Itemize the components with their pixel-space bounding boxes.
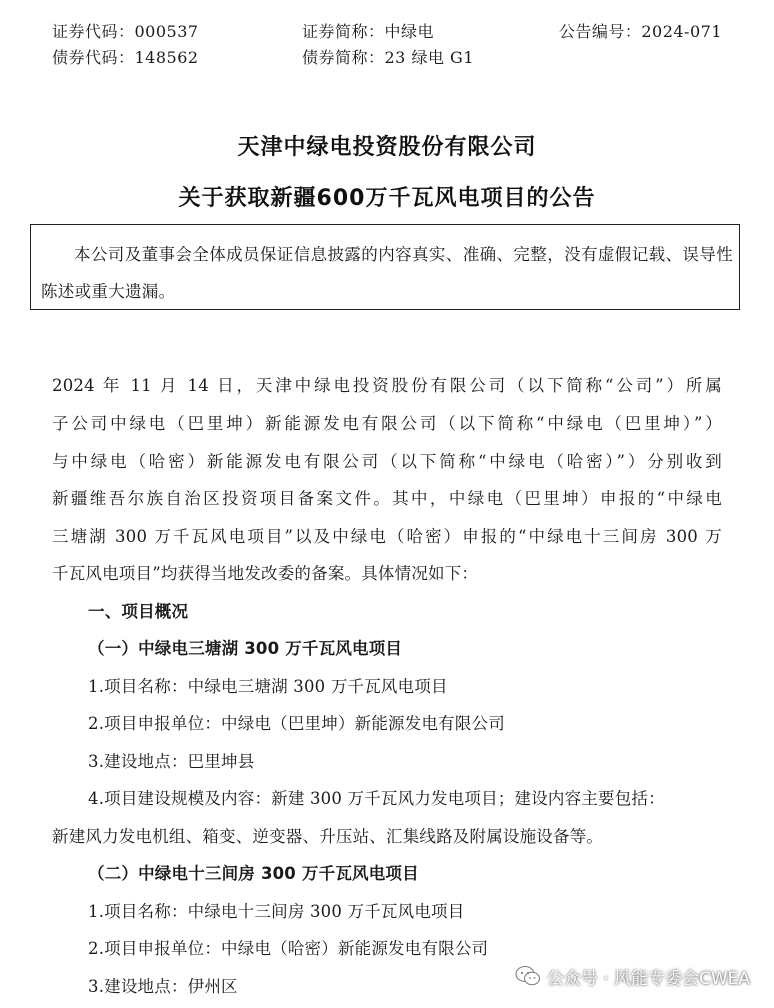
header-row-2	[52, 44, 722, 72]
project1-scale-line-1: 4.项目建设规模及内容：新建 300 万千瓦风力发电项目；建设内容主要包括：	[88, 789, 665, 808]
project2-applicant: 2.项目申报单位：中绿电（哈密）新能源发电有限公司	[88, 939, 489, 958]
project1-scale-line-2: 新建风力发电机组、箱变、逆变器、升压站、汇集线路及附属设施设备等。	[52, 827, 604, 846]
bond-code: 债券代码：148562	[52, 48, 199, 67]
stock-code: 证券代码：000537	[52, 22, 199, 41]
para1-line-3: 与中绿电（哈密）新能源发电有限公司（以下简称“中绿电（哈密）”）分别收到	[52, 452, 722, 471]
watermark	[515, 962, 750, 990]
bond-name: 债券简称：23 绿电 G1	[302, 48, 474, 67]
subsection-heading-1: （一）中绿电三塘湖 300 万千瓦风电项目	[88, 639, 403, 658]
wechat-icon	[515, 965, 541, 987]
subsection-heading-2: （二）中绿电十三间房 300 万千瓦风电项目	[88, 864, 419, 883]
announcement-title: 关于获取新疆600万千瓦风电项目的公告	[178, 186, 596, 211]
project2-location: 3.建设地点：伊州区	[88, 977, 238, 996]
para1-line-1: 2024 年 11 月 14 日，天津中绿电投资股份有限公司（以下简称“公司”）所属	[52, 376, 722, 395]
header-row-1	[52, 18, 722, 46]
company-title: 天津中绿电投资股份有限公司	[237, 135, 537, 160]
project2-name: 1.项目名称：中绿电十三间房 300 万千瓦风电项目	[88, 902, 465, 921]
project1-applicant: 2.项目申报单位：中绿电（巴里坤）新能源发电有限公司	[88, 714, 505, 733]
notice-number: 公告编号：2024-071	[558, 22, 722, 41]
para1-line-6: 千瓦风电项目”均获得当地发改委的备案。具体情况如下：	[52, 564, 479, 583]
project1-name: 1.项目名称：中绿电三塘湖 300 万千瓦风电项目	[88, 677, 448, 696]
disclosure-notice-box	[30, 224, 740, 310]
stock-name: 证券简称：中绿电	[302, 22, 435, 41]
para1-line-5: 三塘湖 300 万千瓦风电项目”以及中绿电（哈密）申报的“中绿电十三间房 300 万	[52, 527, 722, 546]
disclosure-notice-text: 本公司及董事会全体成员保证信息披露的内容真实、准确、完整，没有虚假记载、误导性陈述或重大遗漏。	[41, 245, 733, 301]
para1-line-2: 子公司中绿电（巴里坤）新能源发电有限公司（以下简称“中绿电（巴里坤）”）	[52, 414, 722, 433]
para1-line-4: 新疆维吾尔族自治区投资项目备案文件。其中，中绿电（巴里坤）申报的“中绿电	[52, 489, 722, 508]
section-heading-1: 一、项目概况	[88, 602, 189, 621]
project1-location: 3.建设地点：巴里坤县	[88, 752, 255, 771]
watermark-text: 公众号 · 风能专委会CWEA	[546, 968, 750, 989]
